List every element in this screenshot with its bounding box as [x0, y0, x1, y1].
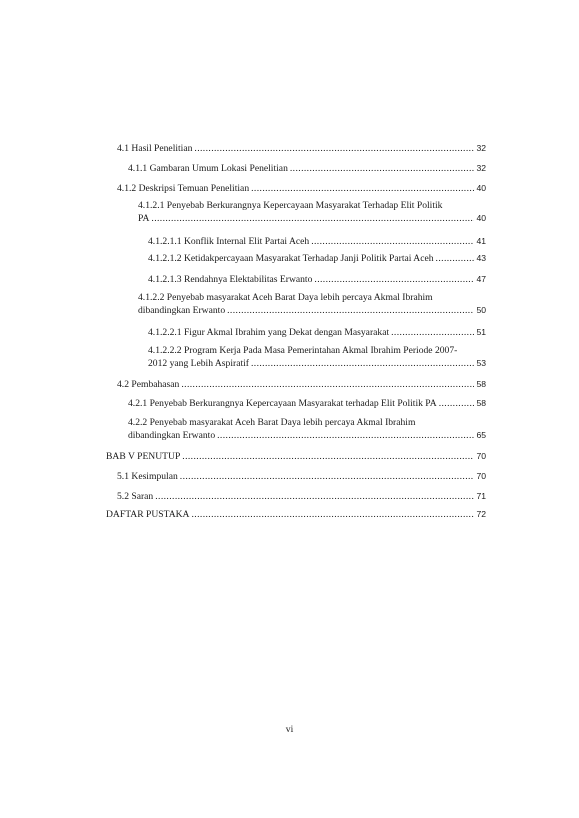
toc-entry-title: 4.1.2.1.3 Rendahnya Elektabilitas Erwanto — [148, 274, 313, 285]
leader-dots — [251, 183, 474, 195]
leader-dots — [436, 253, 475, 265]
leader-dots — [227, 305, 474, 317]
leader-dots — [439, 398, 475, 410]
toc-entry-page: 50 — [476, 305, 486, 315]
toc-entry-title: 5.1 Kesimpulan — [117, 471, 178, 482]
toc-entry-title-line1: 4.1.2.2 Penyebab masyarakat Aceh Barat Daya lebih percaya Akmal Ibrahim — [138, 292, 433, 303]
toc-entry — [128, 397, 486, 410]
toc-entry-title: 5.2 Saran — [117, 491, 154, 502]
toc-entry — [117, 142, 486, 155]
toc-entry-page: 71 — [476, 491, 486, 501]
toc-entry-title: dibandingkan Erwanto — [138, 305, 226, 316]
leader-dots — [181, 379, 474, 391]
toc-entry-title: 4.1.2.2.1 Figur Akmal Ibrahim yang Dekat dengan Masyarakat — [148, 327, 390, 338]
leader-dots — [314, 274, 474, 286]
toc-entry-page: 65 — [476, 430, 486, 440]
leader-dots — [311, 236, 474, 248]
toc-entry-title: BAB V PENUTUP — [106, 451, 181, 462]
toc-entry-page: 51 — [476, 327, 486, 337]
toc-entry-title-line1: 4.1.2.2.2 Program Kerja Pada Masa Pemerintahan Akmal Ibrahim Periode 2007- — [148, 345, 458, 356]
toc-entry-title: PA — [138, 213, 150, 224]
toc-entry-title: 4.1 Hasil Penelitian — [117, 143, 193, 154]
toc-entry — [117, 182, 486, 195]
toc-entry — [148, 326, 486, 339]
toc-entry-title-line1: 4.1.2.1 Penyebab Berkurangnya Kepercayaan Masyarakat Terhadap Elit Politik — [138, 200, 443, 211]
toc-entry — [148, 345, 486, 370]
toc-entry-page: 32 — [476, 143, 486, 153]
toc-entry — [148, 235, 486, 248]
toc-entry-page: 43 — [476, 253, 486, 263]
toc-entry-title: 4.1.2 Deskripsi Temuan Penelitian — [117, 183, 250, 194]
leader-dots — [251, 358, 474, 370]
toc-entry-title: 4.2 Pembahasan — [117, 379, 180, 390]
toc-entry-title: 4.2.1 Penyebab Berkurangnya Kepercayaan Masyarakat terhadap Elit Politik PA — [128, 398, 437, 409]
toc-entry-title: dibandingkan Erwanto — [128, 430, 216, 441]
toc-entry-title: 4.1.2.1.1 Konflik Internal Elit Partai Aceh — [148, 236, 310, 247]
toc-entry-page: 53 — [476, 358, 486, 368]
toc-entry-page: 72 — [476, 509, 486, 519]
toc-entry-page: 70 — [476, 471, 486, 481]
leader-dots — [391, 327, 474, 339]
toc-entry — [138, 292, 486, 317]
leader-dots — [151, 213, 474, 225]
toc-entry-page: 58 — [476, 398, 486, 408]
toc-entry-title-line1: 4.2.2 Penyebab masyarakat Aceh Barat Daya lebih percaya Akmal Ibrahim — [128, 417, 416, 428]
toc-entry — [117, 490, 486, 503]
leader-dots — [194, 143, 474, 155]
toc-entry-title: 4.1.1 Gambaran Umum Lokasi Penelitian — [128, 163, 288, 174]
leader-dots — [155, 491, 474, 503]
leader-dots — [192, 509, 475, 521]
toc-entry-page: 40 — [476, 183, 486, 193]
toc-entry — [148, 252, 486, 265]
toc-entry-title: DAFTAR PUSTAKA — [106, 509, 190, 520]
toc-entry — [106, 508, 486, 521]
toc-entry — [148, 273, 486, 286]
toc-entry-page: 47 — [476, 274, 486, 284]
toc-entry-page: 32 — [476, 163, 486, 173]
toc-entry-page: 40 — [476, 213, 486, 223]
leader-dots — [290, 163, 475, 175]
toc-entry — [117, 378, 486, 391]
toc-entry — [128, 417, 486, 442]
toc-entry-page: 70 — [476, 451, 486, 461]
toc-entry-page: 58 — [476, 379, 486, 389]
toc-entry — [138, 200, 486, 225]
toc-entry-title: 4.1.2.1.2 Ketidakpercayaan Masyarakat Terhadap Janji Politik Partai Aceh — [148, 253, 434, 264]
page-number: vi — [285, 724, 294, 735]
toc-entry — [117, 470, 486, 483]
toc-entry-page: 41 — [476, 236, 486, 246]
leader-dots — [182, 451, 474, 463]
leader-dots — [217, 430, 474, 442]
toc-entry — [128, 162, 486, 175]
leader-dots — [180, 471, 475, 483]
toc-entry — [106, 450, 486, 463]
toc-entry-title: 2012 yang Lebih Aspiratif — [148, 358, 249, 369]
